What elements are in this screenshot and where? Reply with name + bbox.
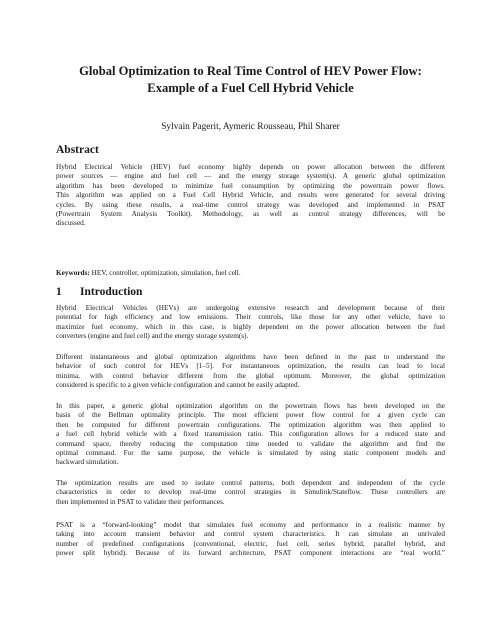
abstract-line: (Powertrain System Analysis Toolkit). Methodology, as well as control strategy differences, will be: [56, 210, 445, 219]
abstract-line: Hybrid Electrical Vehicle (HEV) fuel economy highly depends on power allocation between the different: [56, 163, 445, 171]
paragraph-line: converters (engine and fuel cell) and the energy storage system(s).: [56, 332, 249, 341]
paragraph-line: In this paper, a generic global optimization algorithm on the powertrain flows has been developed on the: [56, 402, 445, 410]
keywords-label: Keywords:: [56, 269, 90, 277]
paragraph-line: considered is specific to a given vehicle configuration and cannot be easily adapted.: [56, 381, 300, 390]
paragraph-line: minima, with control behavior different from the global optimum. Moreover, the global optimization: [56, 371, 445, 380]
paragraph-line: potential for high efficiency and low emissions. Their controls, like those for any other vehicle, have to: [56, 313, 445, 322]
paragraph-line: characteristics in order to develop real-time control strategies in Simulink/Stateflow. These controllers are: [56, 488, 445, 497]
paragraph-line: basis of the Bellman optimality principle. The most efficient power flow control for a given cycle can: [56, 411, 445, 420]
paragraph-line: taking into account transient behavior and control system characteristics. It can simulate an unrivaled: [56, 530, 445, 539]
paragraph-line: Different instantaneous and global optimization algorithms have been defined in the past to understand the: [56, 353, 445, 361]
section-heading-introduction: [56, 285, 142, 299]
abstract-line: algorithm has been developed to minimize fuel consumption by optimizing the powertrain power flows.: [56, 181, 445, 190]
paragraph-line: Hybrid Electrical Vehicles (HEVs) are undergoing extensive research and development because of their: [56, 304, 445, 312]
paragraph-line: power split hybrid). Because of its forward architecture, PSAT component interactions are “real world.”: [56, 549, 445, 558]
paragraph-line: number of predefined configurations (conventional, electric, fuel cell, series hybrid, parallel hybrid, and: [56, 539, 445, 548]
paragraph-line: backward simulation.: [56, 458, 119, 467]
paragraph-line: optimal command. For the same purpose, the vehicle is simulated by using static component models and: [56, 449, 445, 458]
intro-paragraph-1: [56, 304, 445, 342]
section-title: Introduction: [80, 286, 143, 298]
abstract-line: cycles. By using these results, a real-time control strategy was developed and implemented in PSAT: [56, 200, 445, 209]
paragraph-line: behavior of such control for HEVs [1–5]. For instantaneous optimization, the results can lead to local: [56, 362, 445, 371]
author-list: Sylvain Pagerit, Aymeric Rousseau, Phil Sharer: [161, 122, 340, 132]
intro-paragraph-3: [56, 402, 445, 468]
keywords-text: HEV, controller, optimization, simulation, fuel cell.: [89, 269, 241, 277]
paper-title: [56, 63, 445, 97]
keywords-line: [56, 269, 445, 278]
abstract-line: power sources — engine and fuel cell — and the energy storage system(s). A generic global optimization: [56, 172, 445, 181]
paragraph-line: then implemented in PSAT to validate their performances.: [56, 497, 225, 506]
paragraph-line: a fuel cell hybrid vehicle with a fixed transmission ratio. This configuration allows for a reduced state and: [56, 430, 445, 439]
intro-paragraph-2: [56, 353, 445, 391]
abstract-body: [56, 163, 445, 229]
paragraph-line: then be computed for different powertrain configurations. The optimization algorithm was then applied to: [56, 420, 445, 429]
paragraph-line: maximize fuel economy, which in this case, is highly dependent on the power allocation between the fuel: [56, 322, 445, 331]
intro-paragraph-4: [56, 479, 445, 507]
title-line-1: Global Optimization to Real Time Control of HEV Power Flow:: [79, 64, 422, 78]
abstract-line: This algorithm was applied on a Fuel Cell Hybrid Vehicle, and results were generated for several driving: [56, 191, 445, 200]
intro-paragraph-5: [56, 521, 445, 559]
abstract-heading: Abstract: [56, 144, 99, 156]
title-line-2: Example of a Fuel Cell Hybrid Vehicle: [147, 81, 354, 95]
paragraph-line: The optimization results are used to isolate control patterns, both dependent and independent of the cycle: [56, 479, 445, 487]
abstract-line: discussed.: [56, 219, 86, 228]
paragraph-line: PSAT is a “forward-looking” model that simulates fuel economy and performance in a realistic manner by: [56, 521, 445, 529]
paragraph-line: command space, thereby reducing the computation time needed to validate the algorithm and find the: [56, 439, 445, 448]
section-number: 1: [56, 286, 62, 298]
